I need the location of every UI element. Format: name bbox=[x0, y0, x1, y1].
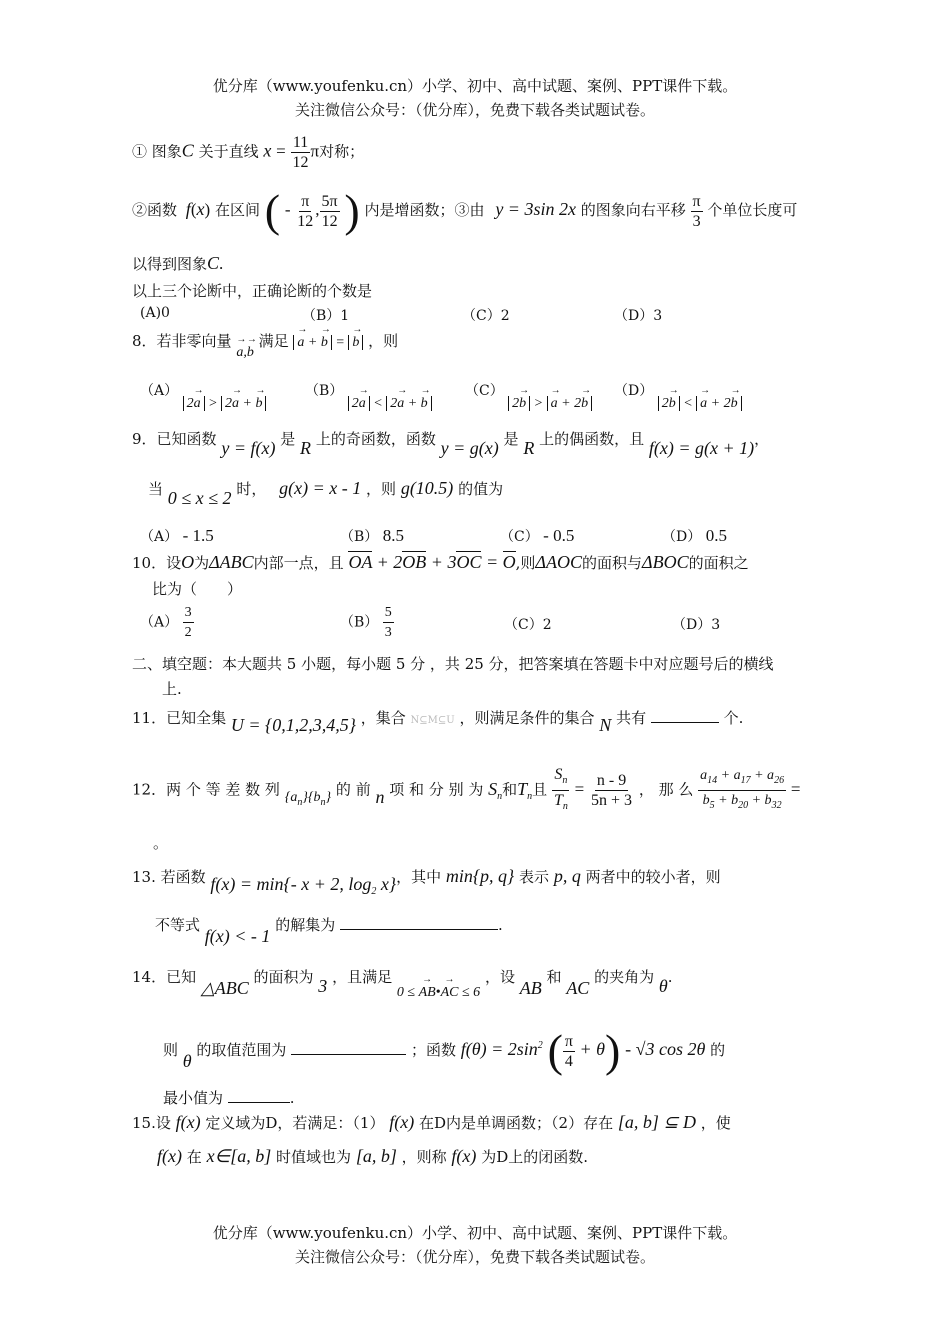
q7-option-a: (A)0 bbox=[140, 305, 170, 321]
section-2-heading-cont: 上. bbox=[162, 680, 182, 698]
q8-option-d: （D） 2→ b < → a + 2→ b bbox=[614, 380, 742, 400]
header-line-1: 优分库（www.youfenku.cn）小学、初中、高中试题、案例、PPT课件下载。 bbox=[212, 77, 738, 95]
q13-inequality: 不等式 f(x) < - 1 的解集为 . bbox=[155, 916, 503, 946]
q9-option-b: （B） 8.5 bbox=[340, 526, 404, 545]
q9-condition: 当 0 ≤ x ≤ 2 时， g(x) = x - 1 ，则 g(10.5) 的值为 bbox=[148, 478, 504, 508]
header-line-2: 关注微信公众号：（优分库），免费下载各类试题试卷。 bbox=[294, 101, 655, 119]
q7-option-b: （B）1 bbox=[302, 308, 350, 324]
q13-stem: 13. 若函数 f(x) = min{- x + 2, $\log_2 x$}，其中 min{p, q} 表示 p, q 两者中的较小者，则 bbox=[132, 866, 721, 897]
q8-stem: 8．若非零向量 → a,→ b 满足 → a + → b = → b ，则 bbox=[132, 330, 398, 351]
q14-part2: 则 θ 的取值范围为 ；函数 $f(\theta) = 2\sin^2$ ( $\frac{\pi}{4}$ + θ) - √3 cos 2θ 的 bbox=[163, 1025, 726, 1076]
q12-stem: 12．两 个 等 差 数 列 $\{a_n\}\{b_n\}$ 的 前 n 项 和 分 别 为 $S_n$和$T_n$且 $\frac{S_n}{T_n}$ = $\frac{n - 9}{5n + 3}$ ， 那 么 $\frac{a_{14} + a_{17} + a_{26}}{b_5 + b_{20} + b_{32}}$ = bbox=[132, 766, 801, 812]
q7-summary: 以上三个论断中，正确论断的个数是 bbox=[132, 282, 373, 300]
q8-option-a: （A） 2→ a > 2→ a + → b bbox=[140, 380, 266, 400]
q7-option-c: （C）2 bbox=[462, 308, 510, 324]
q9-option-d: （D） 0.5 bbox=[662, 526, 727, 545]
q9-stem: 9．已知函数 y = f(x) 是 R 上的奇函数，函数 y = g(x) 是 R 上的偶函数，且 f(x) = g(x + 1)， bbox=[132, 430, 770, 458]
q7-statement-2-cont: 以得到图象C. bbox=[132, 253, 224, 273]
q11-stem: 11．已知全集 U = {0,1,2,3,4,5} ，集合 N⊆M⊆U ，则满足条件的集合 N 共有 个. bbox=[132, 709, 744, 735]
q8-option-b: （B） 2→ a < 2→ a + → b bbox=[305, 380, 432, 400]
footer-line-2: 关注微信公众号：（优分库），免费下载各类试题试卷。 bbox=[294, 1248, 655, 1266]
q10-stem-cont: 比为（ ） bbox=[152, 580, 243, 598]
q15-stem: 15.设 f(x) 定义域为D，若满足：（1） f(x) 在D内是单调函数；（2）存在 [a, b] ⊆ D ，使 bbox=[132, 1112, 731, 1132]
q10-option-b: （B） $\frac{5}{3}$ bbox=[340, 605, 392, 640]
q14-part3: 最小值为 . bbox=[163, 1089, 295, 1107]
q7-statement-1: ① 图象C 关于直线 x = $\frac{11}{12}$ π对称； bbox=[132, 134, 365, 171]
q10-stem: 10．设O为ΔABC内部一点，且 OA + 2OB + 3OC = O,则ΔAOC的面积与ΔBOC的面积之 bbox=[132, 552, 749, 572]
q12-tail: 。 bbox=[153, 834, 169, 852]
q7-statement-2: ②函数 f(x) 在区间 ( - $\frac{\pi}{12}$ , $\frac{5\pi}{12}$ ) 内是增函数；③由 y = 3sin 2x 的图象向右平移 $\frac{\pi}{3}$ 个单位长度可 bbox=[132, 185, 798, 236]
q7-option-d: （D）3 bbox=[614, 308, 663, 324]
q10-option-a: （A） $\frac{3}{2}$ bbox=[140, 605, 192, 640]
q15-stem-cont: f(x) 在 x∈[a, b] 时值域也为 [a, b] ，则称 f(x) 为D上的闭函数. bbox=[157, 1146, 588, 1166]
q10-option-d: （D）3 bbox=[672, 617, 721, 633]
section-2-heading: 二、填空题：本大题共 5 小题，每小题 5 分 ，共 25 分，把答案填在答题卡中对应题号后的横线 bbox=[132, 655, 774, 673]
q14-stem: 14．已知 △ABC 的面积为 3 ，且满足 0 ≤ → AB•→ AC ≤ 6 ，设 AB 和 AC 的夹角为 θ. bbox=[132, 966, 673, 987]
q9-option-a: （A） - 1.5 bbox=[140, 526, 214, 545]
q8-option-c: （C） 2→ b > → a + 2→ b bbox=[465, 380, 592, 400]
q10-option-c: （C）2 bbox=[504, 617, 552, 633]
q9-option-c: （C） - 0.5 bbox=[500, 526, 575, 545]
footer-line-1: 优分库（www.youfenku.cn）小学、初中、高中试题、案例、PPT课件下载。 bbox=[212, 1224, 738, 1242]
